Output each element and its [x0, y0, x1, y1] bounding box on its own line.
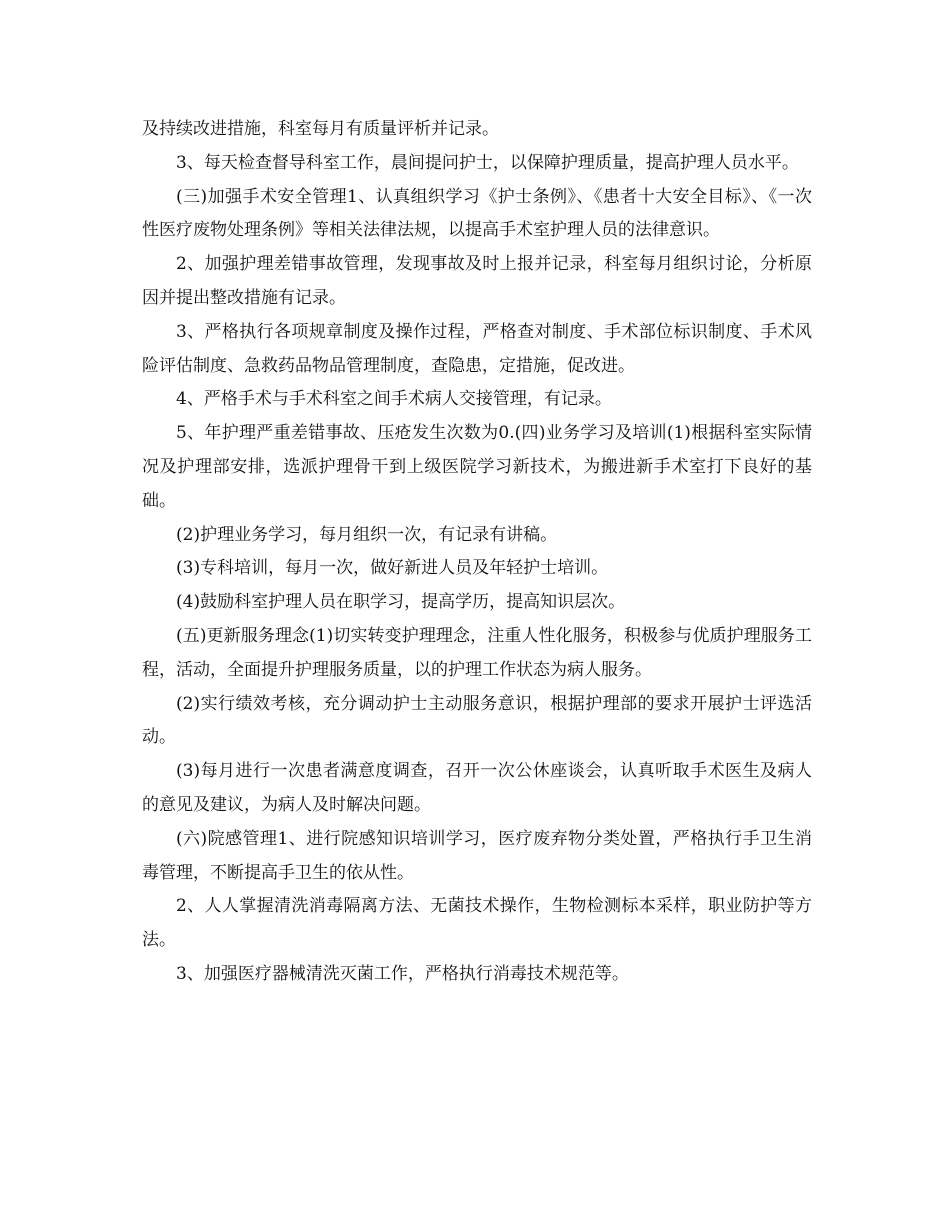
- paragraph: (3)每月进行一次患者满意度调查，召开一次公休座谈会，认真听取手术医生及病人的意见及建议，为病人及时解决问题。: [142, 761, 812, 815]
- document-body: [142, 113, 812, 992]
- paragraph: (六)院感管理1、进行院感知识培训学习，医疗废弃物分类处置，严格执行手卫生消毒管理，不断提高手卫生的依从性。: [142, 828, 812, 883]
- paragraph: 4、严格手术与手术科室之间手术病人交接管理，有记录。: [176, 389, 612, 410]
- paragraph: 2、加强护理差错事故管理，发现事故及时上报并记录，科室每月组织讨论，分析原因并提出整改措施有记录。: [142, 254, 812, 308]
- paragraph: 3、每天检查督导科室工作，晨间提问护士，以保障护理质量，提高护理人员水平。: [176, 152, 799, 173]
- paragraph: (五)更新服务理念(1)切实转变护理理念，注重人性化服务，积极参与优质护理服务工程，活动，全面提升护理服务质量，以的护理工作状态为病人服务。: [142, 625, 812, 680]
- paragraph: 5、年护理严重差错事故、压疮发生次数为0.(四)业务学习及培训(1)根据科室实际情况及护理部安排，选派护理骨干到上级医院学习新技术，为搬进新手术室打下良好的基础。: [142, 423, 812, 511]
- paragraph: (2)护理业务学习，每月组织一次，有记录有讲稿。: [176, 524, 558, 545]
- paragraph-continued: 及持续改进措施，科室每月有质量评析并记录。: [142, 119, 499, 139]
- paragraph: (3)专科培训，每月一次，做好新进人员及年轻护士培训。: [176, 558, 609, 579]
- paragraph: (三)加强手术安全管理1、认真组织学习《护士条例》、《患者十大安全目标》、《一次性医疗废物处理条例》等相关法律法规，以提高手术室护理人员的法律意识。: [142, 186, 812, 241]
- paragraph: (2)实行绩效考核，充分调动护士主动服务意识，根据护理部的要求开展护士评选活动。: [142, 693, 812, 748]
- paragraph: 2、人人掌握清洗消毒隔离方法、无菌技术操作，生物检测标本采样，职业防护等方法。: [142, 896, 812, 951]
- paragraph: 3、严格执行各项规章制度及操作过程，严格查对制度、手术部位标识制度、手术风险评估制度、急救药品物品管理制度，查隐患，定措施，促改进。: [142, 321, 812, 376]
- paragraph: (4)鼓励科室护理人员在职学习，提高学历，提高知识层次。: [176, 592, 626, 613]
- paragraph: 3、加强医疗器械清洗灭菌工作，严格执行消毒技术规范等。: [176, 963, 629, 984]
